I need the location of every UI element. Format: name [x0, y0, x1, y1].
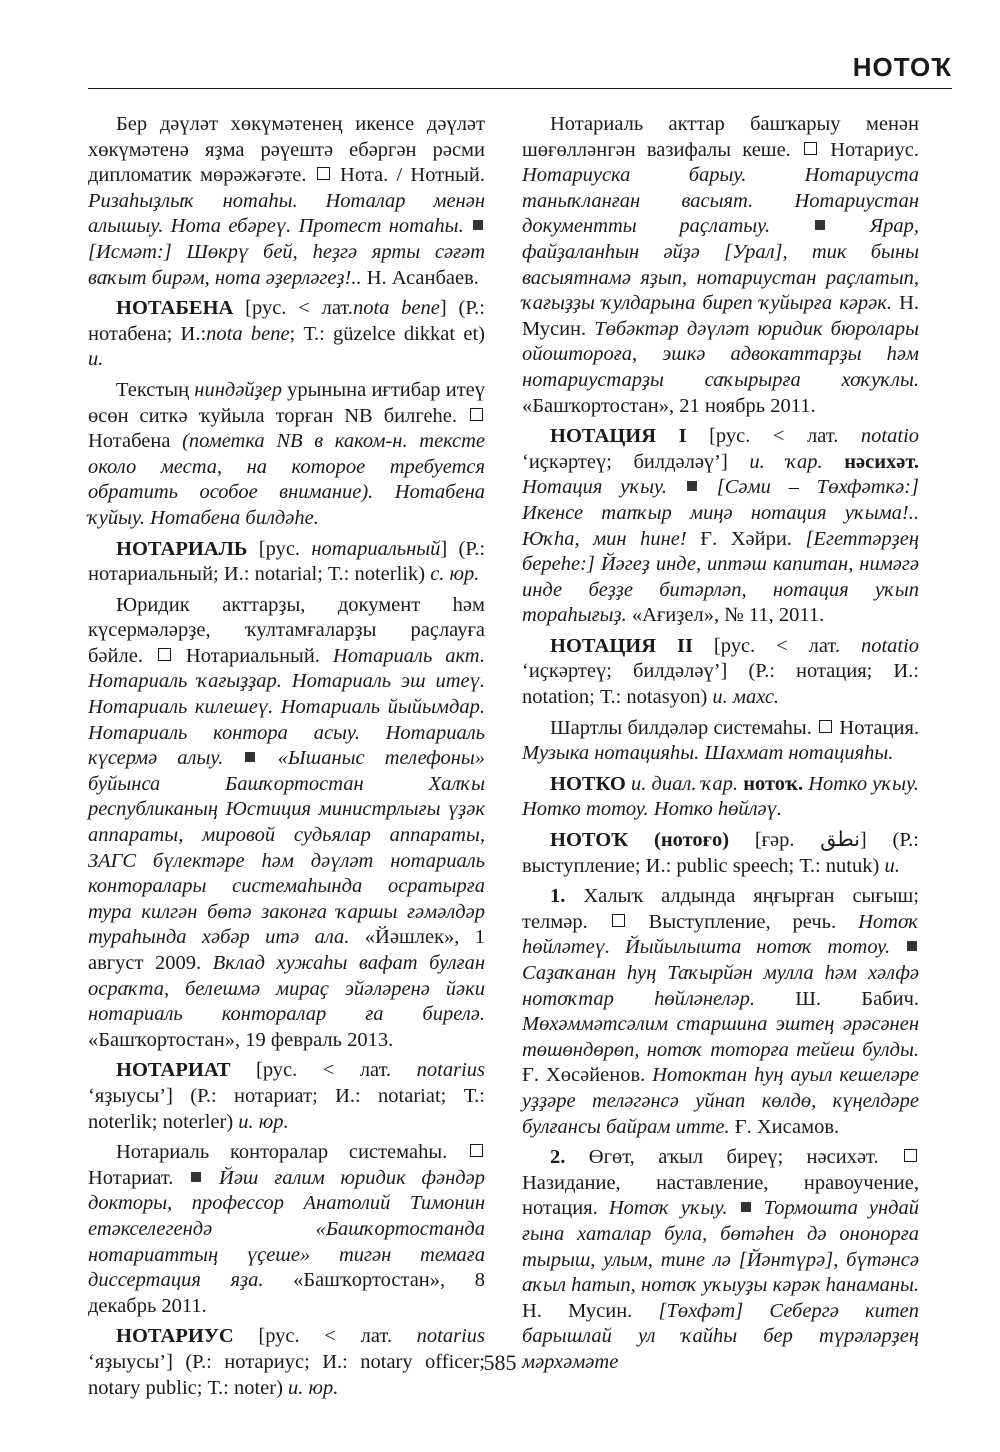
usage-examples: Нотариуска барыу. Нотариуста таныҡланған васыят. Нотариустан документты раҫлатыу.	[522, 164, 919, 238]
square-marker-icon	[612, 914, 625, 927]
part-of-speech: и. юр.	[288, 1376, 339, 1399]
etymology: [рус. < лат.	[258, 1325, 392, 1348]
etymology: ‘иҫкәртеү; билдәләү’] (Р.: нотация; И.: notation; Т.: notasyon)	[522, 660, 919, 709]
usage-examples: Музыка нотацияһы. Шахмат нотацияһы.	[522, 742, 894, 765]
etymology: [рус.	[258, 537, 301, 560]
quotation: [Егеттәрҙең береһе:] Йәгеҙ инде, иптәш капитан, нимәгә инде беҙҙе битәрләп, нотация уҡып тораһығыҙ.	[522, 527, 920, 627]
russian-equivalent: Назидание, наставление, нравоучение, нотация.	[522, 1171, 919, 1220]
definition: Текстың	[116, 378, 190, 401]
definition: Юридик акттарҙы, документ һәм күсермәләрҙе, ҡултамғаларҙы раҫлауға бәйле.	[88, 593, 485, 667]
etymology: ] (Р.: выступление; И.: public speech; Т.: nutuk)	[522, 829, 919, 877]
headword: НОТАРИУС	[116, 1325, 234, 1348]
russian-equivalent: Нота. / Нотный.	[340, 164, 486, 187]
entry-notatsiya-2	[522, 634, 919, 711]
filled-square-marker-icon	[473, 220, 483, 230]
etymology-source-word: notarius	[416, 1325, 486, 1348]
headword: НОТАБЕНА	[116, 297, 234, 320]
filled-square-marker-icon	[815, 220, 825, 230]
square-marker-icon	[317, 167, 330, 180]
usage-examples: Нотация уҡыу.	[522, 476, 667, 499]
etymology-source-word: нотариальный	[311, 537, 441, 560]
definition: Нотариаль акттар башҡарыу менән шөғөлләнгән вазифалы кеше.	[522, 113, 919, 161]
quotation: Нотоктан һуң ауыл кешеләре уҙҙәре теләгәнсә уйнап көлдө, күңелдәре булғансы байрам итте.	[522, 1064, 920, 1138]
russian-equivalent: Нотариат.	[88, 1166, 174, 1189]
quotation: [Сәми – Төхфәткә:] Икенсе тапҡыр миңә нотация уҡыма!.. Юҡһа, мин һине!	[522, 476, 919, 550]
etymology: ] (Р.: нотариальный; И.: notarial; Т.: noterlik)	[88, 537, 486, 586]
part-of-speech: и.	[884, 854, 900, 877]
quotation-source: Ғ. Хәйри.	[700, 527, 792, 550]
quotation: [Төхфәт] Себергә китеп барышлай ул ҡайһы бер түрәләрҙең мәрхәмәте	[522, 1299, 920, 1373]
entry-notariat	[88, 1058, 485, 1135]
entry-notarius-definition	[522, 112, 919, 419]
quotation: Йәш ғалим юридик фәндәр докторы, профессор Анатолий Тимонин етәкселегендә «Башҡортостанда нотариаттың үҫеше» тигән темаға диссертация яҙа.	[88, 1166, 486, 1292]
russian-equivalent: Нотариус.	[830, 138, 920, 161]
definition: Нотариаль конторалар системаһы.	[116, 1141, 448, 1164]
definition-italic: ниндәйҙер	[194, 378, 282, 401]
headword: НОТКО	[550, 772, 626, 795]
quotation-source: «Башҡортостан», 8 декабрь 2011.	[88, 1269, 485, 1317]
entry-notarial-definition	[88, 593, 485, 1054]
square-marker-icon	[804, 142, 817, 155]
quotation: Тормошта ундай ғына хаталар була, бөтәһен дә ононорға тырыш, улым, тине лә [Йәнтүрә], бүтәнсә аҡыл һатып, нотоҡ уҡыуҙы кәрәк һанаманы.	[522, 1197, 920, 1297]
definition: Шартлы билдәләр системаһы.	[550, 716, 812, 739]
quotation: Вклад хужаһы вафат булған осраҡта, белешмә мираҫ эйәләренә йәки нотариаль конторалар ға бирелә.	[88, 952, 486, 1026]
entry-continuation	[88, 112, 485, 291]
filled-square-marker-icon	[687, 481, 697, 491]
russian-equivalent: Нотабена	[88, 430, 171, 453]
russian-equivalent: Выступление, речь.	[648, 910, 837, 933]
cross-reference: нотоҡ.	[743, 772, 804, 795]
etymology: ] (Р.: нотабена; И.:	[88, 297, 486, 345]
etymology: ‘яҙыусы’] (Р.: нотариус; И.: notary officer; notary public; Т.: noter)	[88, 1350, 485, 1399]
usage-examples: Нотоҡ һөйләтеү. Йыйылышта нотоҡ тотоу.	[522, 910, 920, 959]
part-of-speech: и. ҡар.	[749, 450, 823, 473]
quotation-source: Н. Мусин.	[522, 1299, 633, 1322]
entry-notatsiya-1	[522, 424, 919, 629]
quotation-source: Н. Асанбаев.	[366, 266, 479, 289]
quotation-source: «Башҡортостан», 19 февраль 2013.	[88, 1028, 394, 1051]
definition: Халыҡ алдында яңғырған сығыш; телмәр.	[522, 885, 919, 933]
part-of-speech: с. юр.	[430, 563, 480, 586]
headword: НОТАЦИЯ I	[550, 425, 687, 448]
quotation-source: «Ағиҙел», № 11, 2011.	[631, 604, 825, 627]
quotation-source: «Йәшлек», 1 август 2009.	[88, 926, 486, 974]
left-column	[88, 112, 485, 1406]
etymology: ; Т.: güzelce dikkat et)	[289, 322, 485, 345]
russian-gloss: (пометка NB в каком-н. тексте около места, на которое требуется обратить особое внимание).	[88, 430, 485, 504]
russian-equivalent: Нотация.	[839, 716, 920, 739]
headword: НОТАРИАЛЬ	[116, 537, 248, 560]
russian-equivalent: Нотариальный.	[185, 644, 320, 667]
quotation-source: Ғ. Хисамов.	[734, 1115, 840, 1138]
usage-examples: Нотко уҡыу. Нотко тотоу. Нотко һөйләү.	[522, 772, 919, 821]
quotation: Саҙаҡанан һуң Таҡырйән мулла һәм хәлфә нотоҡтар һөйләнеләр.	[522, 962, 919, 1010]
definition: Өгөт, аҡыл биреү; нәсихәт.	[588, 1146, 879, 1169]
square-marker-icon	[819, 720, 832, 733]
sense-1	[522, 884, 919, 1140]
quotation: [Исмәт:] Шөкрү бей, һеҙгә ярты сәғәт ваҡыт бирәм, нота әҙерләгеҙ!..	[88, 240, 485, 289]
etymology-source-word: notatio	[860, 634, 920, 657]
quotation: Мөхәммәтсәлим старшина эштең әрәсәнен төшөндөрөп, нотоҡ тоторға тейеш булды.	[522, 1013, 919, 1061]
entry-notariat-definition	[88, 1140, 485, 1319]
headword: НОТАЦИЯ II	[550, 634, 693, 657]
entry-notabena	[88, 296, 485, 373]
part-of-speech: и. диал. ҡар.	[631, 772, 739, 795]
entry-notko	[522, 772, 919, 823]
quotation-source: Н. Мусин.	[522, 292, 919, 340]
etymology: [рус. < лат.	[713, 634, 840, 657]
page-number: 585	[483, 1350, 517, 1375]
square-marker-icon	[904, 1149, 917, 1162]
entry-notarial	[88, 537, 485, 588]
cross-reference: нәсихәт.	[844, 450, 920, 473]
etymology: ‘иҫкәртеү; билдәләү’]	[522, 450, 728, 473]
running-head: НОТОҠ	[852, 52, 952, 82]
part-of-speech: и. махс.	[712, 686, 780, 709]
usage-examples: Нотабена ҡуйыу. Нотабена билдәһе.	[88, 481, 485, 529]
headword: НОТОҠ (нотоғо)	[550, 829, 730, 852]
part-of-speech: и.	[88, 348, 104, 371]
etymology: ‘яҙыусы’] (Р.: нотариат; И.: notariat; Т.: noterlik; noterler)	[88, 1084, 485, 1133]
quotation-source: Ғ. Хөсәйенов.	[522, 1064, 646, 1087]
sense-number: 1.	[550, 885, 566, 908]
quotation-source: Ш. Бабич.	[795, 987, 920, 1010]
entry-notoq	[522, 828, 919, 879]
etymology: [рус. < лат.	[709, 425, 839, 448]
headword: НОТАРИАТ	[116, 1059, 231, 1082]
etymology-source-word: nota bene	[352, 297, 440, 320]
sense-number: 2.	[550, 1146, 566, 1169]
square-marker-icon	[470, 408, 483, 421]
usage-examples: Нотоҡ уҡыу.	[608, 1197, 728, 1220]
etymology: [ғәр.	[754, 829, 795, 852]
square-marker-icon	[470, 1144, 483, 1157]
right-column	[522, 112, 919, 1381]
part-of-speech: и. юр.	[238, 1110, 289, 1133]
filled-square-marker-icon	[741, 1202, 751, 1212]
filled-square-marker-icon	[907, 941, 917, 951]
etymology-english: nota bene	[206, 322, 290, 345]
entry-notatsiya-2-definition	[522, 716, 919, 767]
etymology: [рус. < лат.	[256, 1059, 392, 1082]
usage-examples: Нотариаль акт. Нотариаль ҡағыҙҙар. Нотариаль эш итеү. Нотариаль килешеү. Нотариаль йыйымдар. Нотариаль контора асыу. Нотариаль күсермә алыу.	[88, 644, 485, 770]
definition: Бер дәүләт хөкүмәтенең икенсе дәүләт хөкүмәтенә яҙма рәүештә ебәргән рәсми дипломатик мөрәжәғәте.	[88, 113, 485, 187]
etymology-arabic: نطق	[820, 829, 860, 852]
entry-notabena-definition	[88, 378, 485, 532]
square-marker-icon	[158, 648, 171, 661]
quotation-source: «Башҡортостан», 21 ноябрь 2011.	[522, 394, 816, 417]
header-rule	[88, 88, 952, 89]
quotation: «Ышаныс телефоны» буйынса Башҡортостан Халҡы республиканың Юстиция министрлығы үҙәк аппараты, мировой судьялар аппараты, ЗАГС бүлектәре һәм дәүләт нотариаль конторалары системаһында осратырға тура килгән бөтә законға ҡаршы ғәмәлдәр тураһында хәбәр итә ала.	[88, 747, 486, 949]
etymology: [рус. < лат.	[245, 297, 353, 320]
sense-2	[522, 1145, 919, 1375]
filled-square-marker-icon	[191, 1172, 201, 1182]
filled-square-marker-icon	[245, 752, 255, 762]
etymology-source-word: notarius	[416, 1059, 486, 1082]
usage-examples: Ризаһыҙлыҡ нотаһы. Ноталар менән алышыу. Нота ебәреү. Протест нотаһы.	[88, 189, 485, 238]
quotation: Ярар, файҙаланһын әйҙә [Урал], тик быны васыятнамә яҙып, нотариустан раҫлатып, ҡағыҙҙы ҡулдарына биреп ҡуйырға кәрәк.	[522, 215, 919, 315]
quotation: Төбәктәр дәүләт юридик бюролары ойоштороға, эшкә адвокаттарҙы һәм нотариустарҙы саҡырырға хоҡуҡлы.	[522, 317, 920, 391]
definition: урынына иғтибар итеү өсөн ситкә ҡуйыла торған NB билгеһе.	[88, 378, 486, 427]
etymology-source-word: notatio	[860, 425, 920, 448]
